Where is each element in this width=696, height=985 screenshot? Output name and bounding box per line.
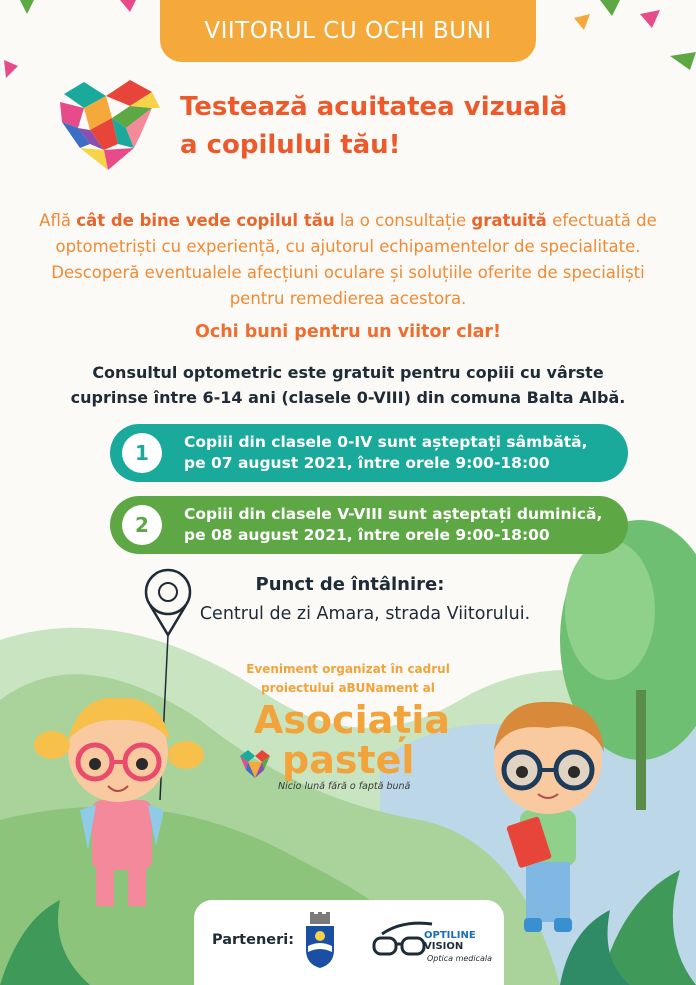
intro-part1: Află [39, 211, 77, 230]
partners-label: Parteneri: [212, 932, 295, 948]
consult-info [30, 360, 666, 410]
consult-line1: Consultul optometric este gratuit pentru copiii cu vârste [92, 363, 604, 382]
schedule-item [110, 424, 628, 482]
schedule-item [110, 496, 628, 554]
header-banner [160, 0, 536, 62]
schedule-number: 2 [122, 505, 162, 545]
logo-tagline: Nicio lună fără o faptă bună [278, 781, 411, 792]
optiline-name: OPTILINE [424, 930, 476, 941]
logo-text-line1: Asociația [253, 698, 451, 742]
optiline-subtitle: Optica medicala [427, 954, 493, 963]
optiline-name2: VISION [424, 941, 464, 952]
intro-part3: efectuată de optometriști cu experiență, cu ajutorul echipamentelor de specialitate. Descoperă eventualele afecțiuni oculare și soluțiile oferite de specialiști pentru remedierea acestora. [51, 211, 657, 308]
meeting-title: Punct de întâlnire: [255, 574, 445, 595]
schedule-text [184, 432, 588, 474]
schedule-text [184, 504, 602, 546]
event-line2: proiectului aBUNament al [261, 681, 435, 695]
schedule-number: 1 [122, 433, 162, 473]
intro-part2: la o consultație [334, 211, 472, 230]
intro-paragraph [30, 208, 666, 312]
logo-heart-icon [238, 748, 272, 780]
partners-box [194, 900, 504, 985]
intro-bold2: gratuită [471, 211, 547, 230]
meeting-place: Centrul de zi Amara, strada Viitorului. [199, 604, 531, 624]
logo-text-line2: pastel [282, 738, 415, 782]
schedule-line2: pe 07 august 2021, între orele 9:00-18:00 [184, 454, 550, 472]
intro-bold1: cât de bine vede copilul tău [76, 211, 335, 230]
banner-title: VIITORUL CU OCHI BUNI [204, 18, 492, 44]
schedule-line1: Copiii din clasele V-VIII sunt așteptați duminică, [184, 505, 603, 523]
title-line2: a copilului tău! [180, 130, 401, 160]
mosaic-heart-icon [56, 78, 162, 174]
event-line1: Eveniment organizat în cadrul [246, 662, 450, 676]
slogan: Ochi buni pentru un viitor clar! [194, 322, 502, 342]
schedule-line2: pe 08 august 2021, între orele 9:00-18:00 [184, 526, 550, 544]
municipal-crest-icon [304, 912, 336, 970]
page-title [180, 88, 660, 164]
schedule-line1: Copiii din clasele 0-IV sunt așteptați sâmbătă, [184, 433, 588, 451]
event-note [210, 660, 486, 698]
title-line1: Testează acuitatea vizuală [180, 92, 568, 122]
consult-line2: cuprinse între 6-14 ani (clasele 0-VIII) din comuna Balta Albă. [70, 388, 626, 407]
